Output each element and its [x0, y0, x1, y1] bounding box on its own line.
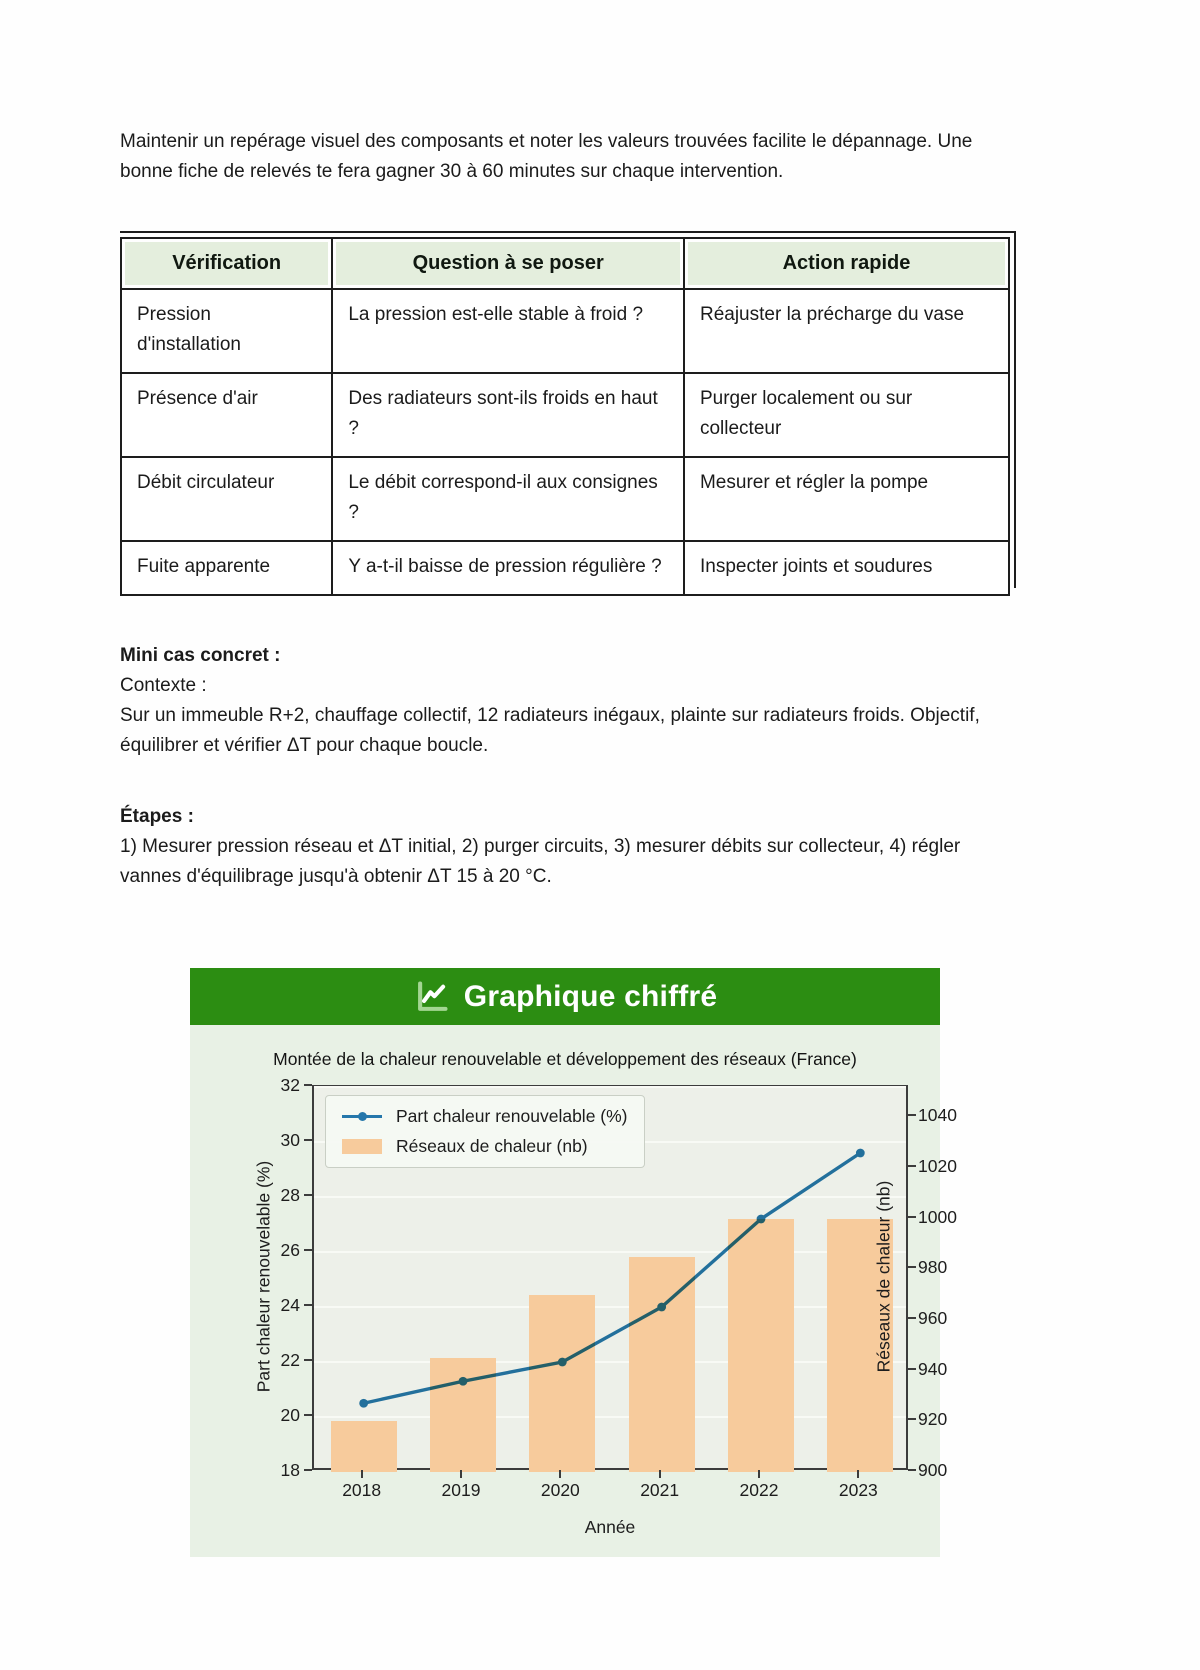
table-header-label: Vérification	[125, 242, 328, 285]
x-axis-tick	[559, 1470, 561, 1478]
data-point	[558, 1358, 567, 1367]
chart-area	[190, 1025, 957, 1557]
verification-table-wrapper	[120, 237, 1010, 596]
table-cell: Des radiateurs sont-ils froids en haut ?	[332, 373, 684, 457]
chart-legend	[325, 1095, 645, 1168]
x-axis-tick-label: 2018	[342, 1480, 382, 1500]
right-axis-tick-label: 920	[918, 1409, 948, 1430]
data-point	[459, 1377, 468, 1386]
left-axis-tick	[304, 1304, 312, 1306]
x-axis-tick	[659, 1470, 661, 1478]
right-axis-tick-label: 1000	[918, 1206, 957, 1227]
chart-card	[190, 968, 957, 1557]
right-axis-tick	[908, 1114, 916, 1116]
right-axis-tick	[908, 1469, 916, 1471]
chart-panel	[190, 1025, 957, 1557]
x-axis-tick	[361, 1470, 363, 1478]
steps-title: Étapes :	[120, 806, 194, 827]
left-axis-tick	[304, 1084, 312, 1086]
right-axis-tick	[908, 1368, 916, 1370]
left-axis-tick-label: 18	[280, 1460, 300, 1480]
left-axis-tick-label: 28	[280, 1185, 300, 1205]
left-axis-tick-label: 26	[280, 1240, 300, 1260]
table-header-cell	[121, 238, 332, 289]
table-header-row	[121, 238, 1009, 289]
left-axis-tick-label: 20	[280, 1405, 300, 1425]
context-label: Contexte :	[120, 675, 207, 696]
context-text: Sur un immeuble R+2, chauffage collectif, 12 radiateurs inégaux, plainte sur radiateurs froids. Objectif, équilibrer et vérifier ΔT pour chaque boucle.	[120, 705, 980, 756]
table-cell: Pression d'installation	[121, 289, 332, 373]
data-point	[856, 1149, 865, 1158]
legend-label: Part chaleur renouvelable (%)	[396, 1106, 628, 1126]
table-cell: Débit circulateur	[121, 457, 332, 541]
right-axis-tick	[908, 1216, 916, 1218]
table-header-cell	[332, 238, 684, 289]
legend-bar-swatch	[342, 1139, 382, 1154]
table-cell: La pression est-elle stable à froid ?	[332, 289, 684, 373]
x-axis-title: Année	[584, 1517, 636, 1537]
right-axis-title: Réseaux de chaleur (nb)	[873, 1180, 894, 1372]
right-axis-tick-label: 940	[918, 1358, 948, 1379]
legend-entry	[342, 1106, 628, 1127]
left-axis-tick-label: 22	[280, 1350, 300, 1370]
table-cell: Présence d'air	[121, 373, 332, 457]
steps-text: 1) Mesurer pression réseau et ΔT initial, 2) purger circuits, 3) mesurer débits sur collecteur, 4) régler vannes d'équilibrage jusqu'à obtenir ΔT 15 à 20 °C.	[120, 836, 961, 887]
legend-line-marker	[358, 1112, 367, 1121]
legend-entry	[342, 1136, 628, 1157]
trend-line	[364, 1153, 861, 1403]
right-axis-tick-label: 960	[918, 1308, 948, 1329]
table-cell: Réajuster la précharge du vase	[684, 289, 1009, 373]
left-axis-tick	[304, 1414, 312, 1416]
chart-title: Montée de la chaleur renouvelable et développement des réseaux (France)	[273, 1049, 857, 1069]
right-axis-tick-label: 900	[918, 1460, 948, 1480]
x-axis-tick	[758, 1470, 760, 1478]
left-axis-tick	[304, 1469, 312, 1471]
left-axis-title: Part chaleur renouvelable (%)	[253, 1160, 274, 1392]
data-point	[359, 1399, 368, 1408]
table-header-cell	[684, 238, 1009, 289]
table-header-label: Action rapide	[688, 242, 1005, 285]
mini-case-section	[120, 641, 1010, 892]
table-cell: Le débit correspond-il aux consignes ?	[332, 457, 684, 541]
data-point	[757, 1215, 766, 1224]
table-row	[121, 541, 1009, 595]
table-cell: Inspecter joints et soudures	[684, 541, 1009, 595]
x-axis-tick	[857, 1470, 859, 1478]
x-axis-tick-label: 2021	[640, 1480, 680, 1500]
legend-line-swatch	[342, 1115, 382, 1118]
right-axis-tick	[908, 1418, 916, 1420]
x-axis-tick-label: 2022	[739, 1480, 779, 1500]
x-axis-tick-label: 2019	[441, 1480, 481, 1500]
left-axis-tick	[304, 1359, 312, 1361]
table-cell: Purger localement ou sur collecteur	[684, 373, 1009, 457]
left-axis-tick	[304, 1249, 312, 1251]
table-cell: Fuite apparente	[121, 541, 332, 595]
right-axis-tick	[908, 1165, 916, 1167]
left-axis-tick	[304, 1194, 312, 1196]
table-row	[121, 373, 1009, 457]
left-axis-tick	[304, 1139, 312, 1141]
line-chart-icon	[413, 978, 451, 1016]
table-row	[121, 289, 1009, 373]
data-point	[657, 1303, 666, 1312]
x-axis-tick-label: 2020	[540, 1480, 580, 1500]
chart-card-header	[190, 968, 940, 1025]
legend-label: Réseaux de chaleur (nb)	[396, 1136, 588, 1156]
right-axis-tick	[908, 1317, 916, 1319]
right-axis-tick-label: 1020	[918, 1156, 957, 1177]
left-axis-tick-label: 24	[280, 1295, 300, 1315]
right-axis-tick	[908, 1266, 916, 1268]
mini-case-title: Mini cas concret :	[120, 645, 281, 666]
right-axis-tick-label: 980	[918, 1257, 948, 1278]
left-axis-tick-label: 30	[280, 1130, 300, 1150]
right-axis-tick-label: 1040	[918, 1105, 957, 1126]
chart-card-title: Graphique chiffré	[463, 979, 718, 1013]
table-cell: Y a-t-il baisse de pression régulière ?	[332, 541, 684, 595]
table-row	[121, 457, 1009, 541]
left-axis-tick-label: 32	[280, 1075, 300, 1095]
x-axis-tick	[460, 1470, 462, 1478]
intro-paragraph: Maintenir un repérage visuel des composants et noter les valeurs trouvées facilite le dépannage. Une bonne fiche de relevés te fera gagner 30 à 60 minutes sur chaque intervention.	[120, 131, 973, 182]
x-axis-tick-label: 2023	[838, 1480, 878, 1500]
verification-table	[120, 237, 1010, 596]
table-header-label: Question à se poser	[336, 242, 680, 285]
table-cell: Mesurer et régler la pompe	[684, 457, 1009, 541]
